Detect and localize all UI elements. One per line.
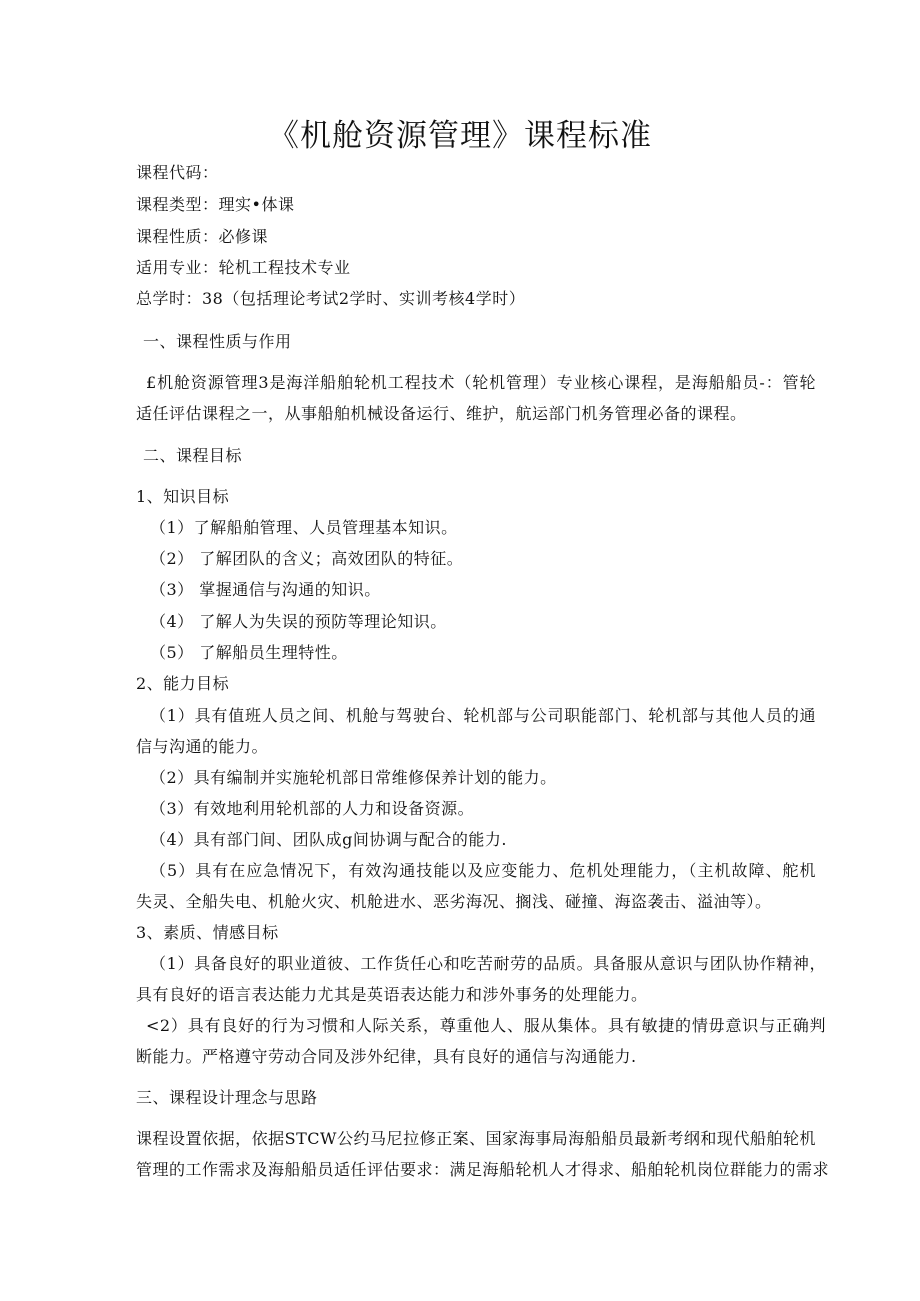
total-hours: 总学时：38（包括理论考试2学时、实训考核4学时）	[136, 289, 526, 308]
knowledge-goal-item: （3） 掌握通信与沟通的知识。	[150, 580, 381, 599]
section2-heading: 二、课程目标	[143, 446, 243, 465]
ability-item2: （2）具有编制并实施轮机部日常维修保养计划的能力。	[150, 768, 557, 787]
knowledge-goal-item: （1）了解船舶管理、人员管理基本知识。	[150, 518, 458, 537]
quality-item1-line1: （1）具备良好的职业道彼、工作货任心和吃苦耐劳的品质。具备服从意识与团队协作精神，	[150, 954, 826, 973]
applicable-major: 适用专业：轮机工程技术专业	[136, 258, 351, 277]
section1-paragraph-line1: £机舱资源管理3是海洋船舶轮机工程技术（轮机管理）专业核心课程，是海船船员-：管轮	[146, 373, 816, 392]
ability-item3: （3）有效地利用轮机部的人力和设备资源。	[150, 799, 475, 818]
ability-item4: （4）具有部门间、团队成g间协调与配合的能力.	[150, 830, 508, 849]
section3-paragraph-line1: 课程设置依据，依据STCW公约马尼拉修正案、国家海事局海船船员最新考纲和现代船舶轮机	[136, 1129, 816, 1148]
knowledge-goal-item: （5） 了解船员生理特性。	[150, 643, 348, 662]
ability-item1-line1: （1）具有值班人员之间、机舱与驾驶台、轮机部与公司职能部门、轮机部与其他人员的通	[150, 706, 816, 725]
knowledge-goal-item: （4） 了解人为失误的预防等理论知识。	[150, 612, 447, 631]
course-type: 课程类型：理实•体课	[136, 195, 295, 214]
document-title: 《机舱资源管理》课程标准	[268, 118, 652, 154]
course-nature: 课程性质：必修课	[136, 227, 269, 246]
section1-heading: 一、课程性质与作用	[143, 332, 292, 351]
ability-item1-line2: 信与沟通的能力。	[136, 737, 269, 756]
quality-item2-line1: <2）具有良好的行为习惯和人际关系，尊重他人、服从集体。具有敏捷的情毋意识与正确判	[146, 1016, 826, 1035]
knowledge-goal-heading: 1、知识目标	[136, 487, 230, 506]
ability-item5-line1: （5）具有在应急情况下，有效沟通技能以及应变能力、危机处理能力，（主机故障、舵机	[150, 861, 816, 880]
section3-paragraph-line2: 管理的工作需求及海船船员适任评估要求：满足海船轮机人才得求、船舶轮机岗位群能力的需求	[136, 1160, 830, 1179]
knowledge-goal-item: （2） 了解团队的含义；高效团队的特征。	[150, 549, 464, 568]
quality-goal-heading: 3、素质、情感目标	[136, 923, 279, 942]
ability-goal-heading: 2、能力目标	[136, 674, 230, 693]
quality-item2-line2: 断能力。严格遵守劳动合同及涉外纪律，具有良好的通信与沟通能力.	[136, 1047, 637, 1066]
quality-item1-line2: 具有良好的语言表达能力尤其是英语表达能力和涉外事务的处理能力。	[136, 985, 648, 1004]
section1-paragraph-line2: 适任评估课程之一，从事船舶机械设备运行、维护，航运部门机务管理必备的课程。	[136, 404, 747, 423]
course-code: 课程代码：	[136, 163, 219, 182]
ability-item5-line2: 失灵、全船失电、机舱火灾、机舱进水、恶劣海况、搁浅、碰撞、海盗袭击、溢油等）。	[136, 892, 772, 911]
section3-heading: 三、课程设计理念与思路	[136, 1088, 318, 1107]
